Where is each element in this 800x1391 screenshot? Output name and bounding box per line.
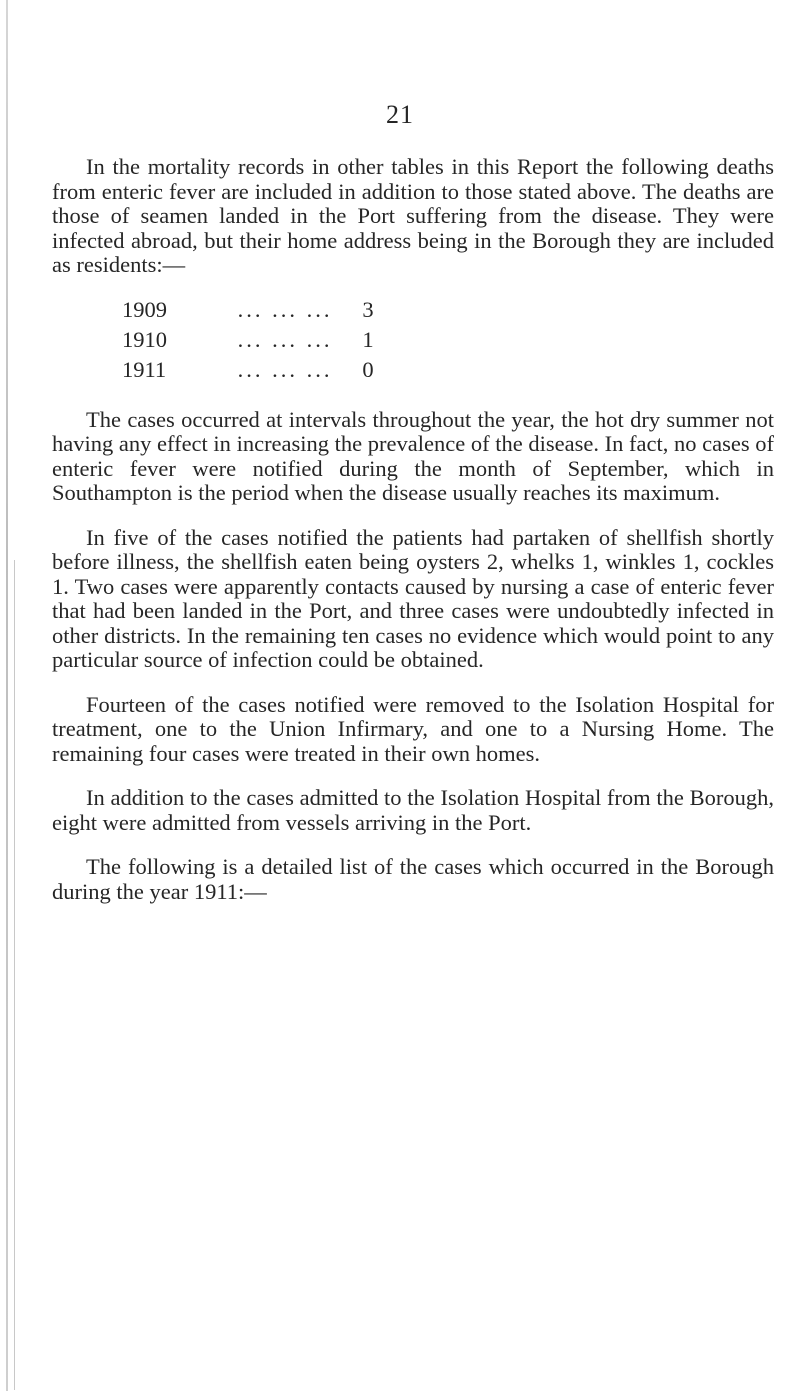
paragraph-enteric-deaths: In the mortality records in other tables in this Report the following deaths from enteric fever are included in addition to those stated above. The deaths are those of seamen landed in the Port suffering from the disease. They were infected abroad, but their home address being in the Borough they are included as residents:— xyxy=(52,154,774,277)
year-cell: 1911 xyxy=(122,357,167,383)
leader-dots: ... ... ... xyxy=(237,327,333,353)
table-row xyxy=(122,296,388,326)
count-cell: 3 xyxy=(362,297,374,323)
paragraph-vessel-admissions: In addition to the cases admitted to the Isolation Hospital from the Borough, eight were admitted from vessels arriving in the Port. xyxy=(52,785,774,835)
paragraph-shellfish: In five of the cases notified the patients had partaken of shellfish shortly before illness, the shellfish eaten being oysters 2, whelks 1, winkles 1, cockles 1. Two cases were apparently contacts caused by nursing a case of enteric fever that had been landed in the Port, and three cases were undoubtedly infected in other districts. In the remaining ten cases no evidence which would point to any particular source of infection could be obtained. xyxy=(52,524,774,672)
count-cell: 0 xyxy=(362,357,374,383)
seamen-deaths-table xyxy=(122,296,388,386)
page-binding-edge xyxy=(6,0,8,1391)
table-row xyxy=(122,356,388,386)
page-number: 21 xyxy=(386,100,414,129)
count-cell: 1 xyxy=(362,327,374,353)
year-cell: 1910 xyxy=(122,327,167,353)
leader-dots: ... ... ... xyxy=(237,297,333,323)
table-row xyxy=(122,326,388,356)
page-binding-shadow xyxy=(14,560,15,1390)
leader-dots: ... ... ... xyxy=(237,357,333,383)
paragraph-case-intervals: The cases occurred at intervals throughout the year, the hot dry summer not having any effect in increasing the prevalence of the disease. In fact, no cases of enteric fever were notified during the month of September, which in Southampton is the period when the disease usually reaches its maximum. xyxy=(52,406,774,505)
year-cell: 1909 xyxy=(122,297,167,323)
paragraph-isolation-removals: Fourteen of the cases notified were removed to the Isolation Hospital for treatment, one to the Union Infirmary, and one to a Nursing Home. The remaining four cases were treated in their own homes. xyxy=(52,691,774,766)
report-text xyxy=(52,155,774,904)
paragraph-detailed-list-intro: The following is a detailed list of the cases which occurred in the Borough during the year 1911:— xyxy=(52,854,774,904)
